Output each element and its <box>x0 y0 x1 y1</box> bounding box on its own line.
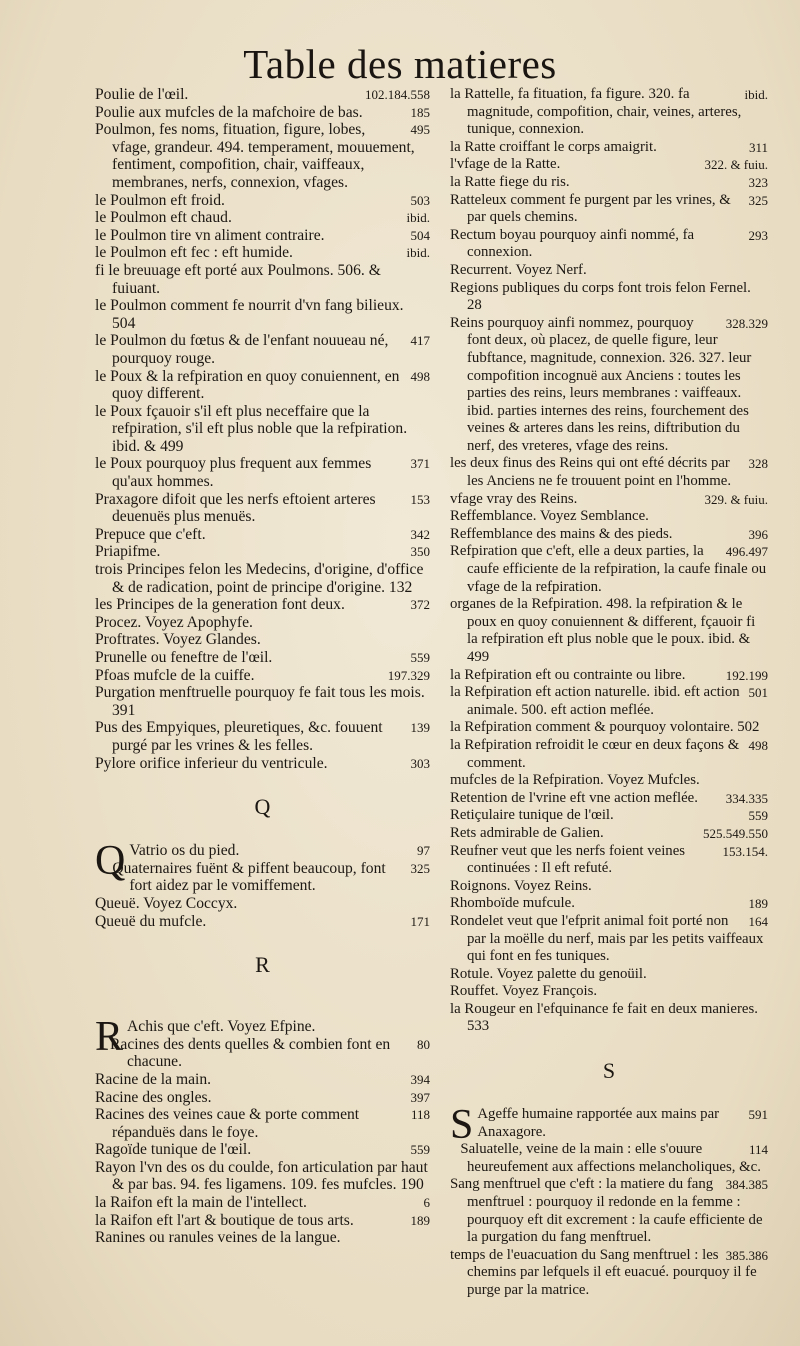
index-entry <box>450 878 768 896</box>
index-entry <box>450 684 768 719</box>
page-reference: 372 <box>410 597 430 613</box>
index-entry <box>450 192 768 227</box>
index-entry <box>95 1229 430 1247</box>
page-reference: 118 <box>410 1107 430 1123</box>
entry-text: Proftrates. Voyez Glandes. <box>95 631 261 649</box>
entry-text: le Poux pourquoy plus frequent aux femmes qu'aux hommes. <box>95 455 372 491</box>
section-header-r: R <box>255 952 270 978</box>
page-reference: 384.385 <box>725 1177 768 1193</box>
page-reference: 197.329 <box>387 667 430 683</box>
page-reference: 171 <box>410 913 430 929</box>
index-entries-q <box>95 838 430 930</box>
page-reference: 114 <box>748 1142 768 1158</box>
entry-text: le Poulmon du fœtus & de l'enfant nouueau né, pourquoy rouge. <box>95 332 389 367</box>
page-reference: 342 <box>410 526 430 542</box>
entry-text: Roignons. Voyez Reins. <box>450 877 592 894</box>
section-header-s: S <box>602 1058 616 1084</box>
index-entry <box>450 719 768 737</box>
page-reference: 293 <box>748 227 768 243</box>
index-entry <box>95 192 430 210</box>
page-reference: 397 <box>410 1089 430 1105</box>
index-entries-r-cont <box>450 86 768 1036</box>
index-entry <box>450 667 768 685</box>
index-entry <box>95 1159 430 1194</box>
drop-cap-letter: S <box>450 1102 474 1149</box>
index-entries-r <box>95 1014 430 1247</box>
entry-text: le Poulmon tire vn aliment contraire. <box>95 226 325 244</box>
index-entry <box>95 121 430 191</box>
entry-text: Queuë du mufcle. <box>95 912 207 930</box>
page-reference: 394 <box>410 1071 430 1087</box>
index-entry <box>95 491 430 526</box>
page-reference: 559 <box>410 1142 430 1158</box>
index-entry <box>95 1106 430 1141</box>
entry-text: Sang menftruel que c'eft : la matiere du fang menftruel : pourquoy il redonde en la femme : pourquoy eft dit excrement : la caufe efficiente de la purgation du fang menftruel. <box>450 1176 763 1246</box>
index-entry <box>450 227 768 262</box>
entry-text: Ageffe humaine rapportée aux mains par Anaxagore. <box>477 1106 720 1140</box>
page-reference: 501 <box>748 685 768 701</box>
entry-text: Pylore orifice inferieur du ventricule. <box>95 754 328 772</box>
page-reference: ibid. <box>406 245 430 261</box>
entry-text: Rayon l'vn des os du coulde, fon articulation par haut & par bas. 94. fes ligamens. 109. fes mufcles. 190 <box>95 1158 428 1194</box>
page-title: Table des matieres <box>243 41 557 87</box>
entry-text: le Poulmon comment fe nourrit d'vn fang bilieux. 504 <box>95 297 404 332</box>
entry-text: Poulie de l'œil. <box>95 86 189 103</box>
page-reference: 80 <box>417 1036 430 1052</box>
index-entry <box>450 983 768 1001</box>
entry-text: Racines des veines caue & porte comment répanduës dans le foye. <box>95 1106 360 1141</box>
index-entry <box>95 561 430 596</box>
index-entry <box>95 209 430 227</box>
page-reference: 559 <box>410 650 430 665</box>
index-entry <box>450 1001 768 1036</box>
index-entry <box>95 403 430 456</box>
entry-text: Procez. Voyez Apophyfe. <box>95 613 253 631</box>
entry-text: la Refpiration eft action naturelle. ibid. eft action animale. 500. eft action meflée. <box>450 684 740 718</box>
index-entry <box>450 737 768 772</box>
drop-cap-letter: R <box>95 1014 124 1061</box>
index-entry <box>450 1102 768 1149</box>
index-entry <box>450 86 768 139</box>
entry-text: Refpiration que c'eft, elle a deux parties, la caufe efficiente de la refpiration, la caufe finale ou vfage de la refpiration. <box>450 543 767 595</box>
page-reference: 97 <box>417 843 430 859</box>
index-entry <box>450 596 768 666</box>
entry-text: Poulie aux mufcles de la mafchoire de bas. <box>95 103 363 121</box>
entry-text: la Rougeur en l'efquinance fe fait en deux manieres. 533 <box>450 1000 758 1035</box>
entry-text: temps de l'euacuation du Sang menftruel : les chemins par lefquels il eft euacué. pourquoy il fe purge par la matrice. <box>450 1246 757 1298</box>
entry-text: l'vfage de la Ratte. <box>450 156 561 173</box>
entry-text: Regions publiques du corps font trois felon Fernel. 28 <box>450 279 751 314</box>
entry-text: Recurrent. Voyez Nerf. <box>450 261 587 278</box>
entry-text: le Poulmon eft froid. <box>95 191 225 209</box>
page-reference: 322. & fuiu. <box>704 157 768 173</box>
entry-text: le Poux & la refpiration en quoy conuiennent, en quoy different. <box>95 367 400 403</box>
index-entry <box>450 455 768 490</box>
index-entries-p <box>95 86 430 772</box>
page-reference: 328 <box>748 456 768 472</box>
entry-text: Priapifme. <box>95 543 161 561</box>
entry-text: Prepuce que c'eft. <box>95 525 206 543</box>
page-reference: 417 <box>410 333 430 349</box>
index-entry <box>95 543 430 561</box>
page-reference: 189 <box>748 896 768 912</box>
index-entry <box>95 86 430 104</box>
page-reference: 591 <box>748 1107 768 1123</box>
entry-text: organes de la Refpiration. 498. la refpiration & le poux en quoy conuiennent & different, fçauoir fi la refpiration eft plus noble que le poux. ibid. & 499 <box>450 596 756 665</box>
page-reference: 102.184.558 <box>365 87 430 102</box>
page-reference: 525.549.550 <box>703 825 768 841</box>
entry-text: trois Principes felon les Medecins, d'origine, d'office & de radication, point de principe d'origine. 132 <box>95 561 424 596</box>
page-reference: 503 <box>410 192 430 208</box>
entry-text: Praxagore difoit que les nerfs eftoient arteres deuenuës plus menuës. <box>95 490 376 526</box>
index-entry <box>95 755 430 773</box>
entry-text: le Poulmon eft chaud. <box>95 209 232 227</box>
index-entry <box>95 614 430 632</box>
page-reference: 385.386 <box>725 1247 768 1263</box>
page-reference: ibid. <box>406 210 430 226</box>
page-reference: 371 <box>410 456 430 472</box>
entry-text: Reufner veut que les nerfs foient veines continuées : Il eft refuté. <box>450 842 686 877</box>
entry-text: Poulmon, fes noms, fituation, figure, lobes, vfage, grandeur. 494. temperament, mouuement, fentiment, compofition, chair, vaiffeaux, membranes, nerfs, connexion, vfages. <box>95 121 415 191</box>
index-entry <box>95 368 430 403</box>
entry-text: la Ratte croiffant le corps amaigrit. <box>450 138 657 155</box>
page-reference: 498 <box>748 737 768 753</box>
index-entry <box>95 684 430 719</box>
entry-text: Racine de la main. <box>95 1070 212 1088</box>
page-reference: 325 <box>748 192 768 208</box>
entry-text: la Refpiration comment & pourquoy volontaire. 502 <box>450 719 760 736</box>
page-reference: 189 <box>410 1212 430 1228</box>
index-entry <box>450 280 768 315</box>
index-entry <box>95 455 430 490</box>
index-entry <box>95 1089 430 1107</box>
left-column <box>95 86 430 1247</box>
index-entry <box>450 1176 768 1246</box>
index-entry <box>95 1036 430 1071</box>
index-entry <box>95 227 430 245</box>
page-reference: 192.199 <box>725 667 768 683</box>
index-entry <box>95 1212 430 1230</box>
page-reference: 396 <box>748 526 768 542</box>
page-reference: ibid. <box>744 87 768 102</box>
entry-text: Ratteleux comment fe purgent par les vrines, & par quels chemins. <box>450 191 731 226</box>
index-entry <box>95 667 430 685</box>
entry-text: la Refpiration refroidit le cœur en deux façons & comment. <box>450 736 740 771</box>
index-entry <box>95 649 430 667</box>
page-reference: 334.335 <box>725 790 768 806</box>
entry-text: Pfoas mufcle de la cuiffe. <box>95 666 255 684</box>
index-entry <box>450 790 768 808</box>
page-reference: 504 <box>410 227 430 243</box>
index-entry <box>450 772 768 790</box>
entry-text: la Raifon eft la main de l'intellect. <box>95 1194 307 1212</box>
entry-text: Quaternaires fuënt & piffent beaucoup, font fort aidez par le vomiffement. <box>112 859 386 895</box>
index-entry <box>450 491 768 509</box>
entry-text: Rotule. Voyez palette du genoüil. <box>450 965 647 982</box>
entry-text: Ragoïde tunique de l'œil. <box>95 1141 252 1159</box>
entry-text: Reffemblance des mains & des pieds. <box>450 525 673 542</box>
index-entry <box>450 139 768 157</box>
entry-text: la Rattelle, fa fituation, fa figure. 320. fa magnitude, compofition, chair, veines, arteres, tunique, connexion. <box>450 86 742 138</box>
index-entry <box>95 104 430 122</box>
entry-text: Rouffet. Voyez François. <box>450 983 598 1000</box>
index-entry <box>450 526 768 544</box>
entry-text: Rets admirable de Galien. <box>450 824 604 841</box>
index-entry <box>95 895 430 913</box>
entry-text: la Refpiration eft ou contrainte ou libre. <box>450 666 686 683</box>
entry-text: Achis que c'eft. Voyez Efpine. <box>127 1018 316 1036</box>
entry-text: Vatrio os du pied. <box>129 842 240 860</box>
entry-text: la Raifon eft l'art & boutique de tous arts. <box>95 1211 354 1229</box>
entry-text: vfage vray des Reins. <box>450 490 578 507</box>
entry-text: Queuë. Voyez Coccyx. <box>95 894 238 912</box>
index-entry <box>450 543 768 596</box>
page-reference: 311 <box>748 139 768 155</box>
entry-text: le Poulmon eft fec : eft humide. <box>95 244 293 262</box>
page-reference: 164 <box>748 913 768 929</box>
entry-text: Reins pourquoy ainfi nommez, pourquoy font deux, où placez, de quelle figure, leur fubftance, magnitude, connexion. 326. 327. leur compofition incognuë aux Anciens : toutes les parties des reins, leurs membranes : vaiffeaux. ibid. parties internes des reins, fourchement des veines & arteres dans les reins, diftribution du nerf, des vreteres, vfage des reins. <box>450 314 752 454</box>
index-entry <box>95 631 430 649</box>
entry-text: Rectum boyau pourquoy ainfi nommé, fa connexion. <box>450 226 695 261</box>
page-reference: 329. & fuiu. <box>704 491 768 507</box>
index-entry <box>450 825 768 843</box>
right-column <box>450 86 768 1300</box>
entry-text: Saluatelle, veine de la main : elle s'ouure heureufement aux affections melancholiques, &c. <box>460 1141 761 1175</box>
entry-text: fi le breuuage eft porté aux Poulmons. 506. & fuiuant. <box>95 261 381 297</box>
entry-text: Retiçulaire tunique de l'œil. <box>450 807 614 824</box>
entry-text: Prunelle ou feneftre de l'œil. <box>95 649 273 666</box>
page-reference: 496.497 <box>725 544 768 560</box>
entry-text: Purgation menftruelle pourquoy fe fait tous les mois. 391 <box>95 684 425 719</box>
entry-text: les deux finus des Reins qui ont efté décrits par les Anciens ne fe trouuent point en l'homme. <box>450 455 732 490</box>
page-reference: 6 <box>423 1195 430 1211</box>
page-reference: 328.329 <box>725 315 768 331</box>
entry-text: Ranines ou ranules veines de la langue. <box>95 1229 341 1247</box>
page-reference: 185 <box>410 104 430 120</box>
entry-text: la Ratte fiege du ris. <box>450 173 570 190</box>
entry-text: mufcles de la Refpiration. Voyez Mufcles. <box>450 772 700 789</box>
index-entry <box>450 315 768 456</box>
page-reference: 498 <box>410 368 430 384</box>
page-reference: 325 <box>410 860 430 876</box>
index-entry <box>450 262 768 280</box>
page-reference: 303 <box>410 755 430 771</box>
index-entry <box>95 913 430 931</box>
page-reference: 559 <box>748 808 768 824</box>
index-entry <box>95 244 430 262</box>
entry-text: Reffemblance. Voyez Semblance. <box>450 508 649 525</box>
index-entry <box>450 913 768 966</box>
entry-text: les Principes de la generation font deux. <box>95 596 345 614</box>
page-reference: 323 <box>748 174 768 190</box>
section-gap <box>95 1000 430 1018</box>
index-entry <box>450 843 768 878</box>
index-entry <box>95 860 430 895</box>
index-entries-s <box>450 1102 768 1300</box>
page-reference: 139 <box>410 720 430 736</box>
page-reference: 153 <box>410 491 430 507</box>
index-entry <box>450 807 768 825</box>
index-entry <box>95 526 430 544</box>
index-entry <box>95 719 430 754</box>
index-entry <box>450 895 768 913</box>
drop-cap-letter: Q <box>95 838 126 885</box>
index-entry <box>450 966 768 984</box>
index-entry <box>95 596 430 614</box>
entry-text: Racines des dents quelles & combien font en chacune. <box>110 1035 391 1071</box>
index-entry <box>450 174 768 192</box>
index-entry <box>450 1141 768 1176</box>
entry-text: Rhomboïde mufcule. <box>450 895 575 912</box>
index-entry <box>450 156 768 174</box>
entry-text: Rondelet veut que l'efprit animal foit porté non par la moëlle du nerf, mais par les petits vaiffeaux qui font en fes tuniques. <box>450 912 764 965</box>
index-entry <box>95 1071 430 1089</box>
section-header-q: Q <box>254 794 271 820</box>
index-entry <box>450 508 768 526</box>
index-entry <box>95 332 430 367</box>
index-entry <box>95 297 430 332</box>
index-entry <box>95 1194 430 1212</box>
page-reference: 495 <box>410 122 430 138</box>
entry-text: Racine des ongles. <box>95 1088 212 1106</box>
page-reference: 350 <box>410 544 430 560</box>
index-entry <box>95 262 430 297</box>
entry-text: le Poux fçauoir s'il eft plus neceffaire que la refpiration, s'il eft plus noble que la refpiration. ibid. & 499 <box>95 402 408 455</box>
entry-text: Retention de l'vrine eft vne action meflée. <box>450 789 698 806</box>
index-entry <box>95 1141 430 1159</box>
entry-text: Pus des Empyiques, pleuretiques, &c. fouuent purgé par les vrines & les felles. <box>95 719 383 754</box>
page-reference: 153.154. <box>722 843 768 859</box>
index-entry <box>450 1247 768 1300</box>
